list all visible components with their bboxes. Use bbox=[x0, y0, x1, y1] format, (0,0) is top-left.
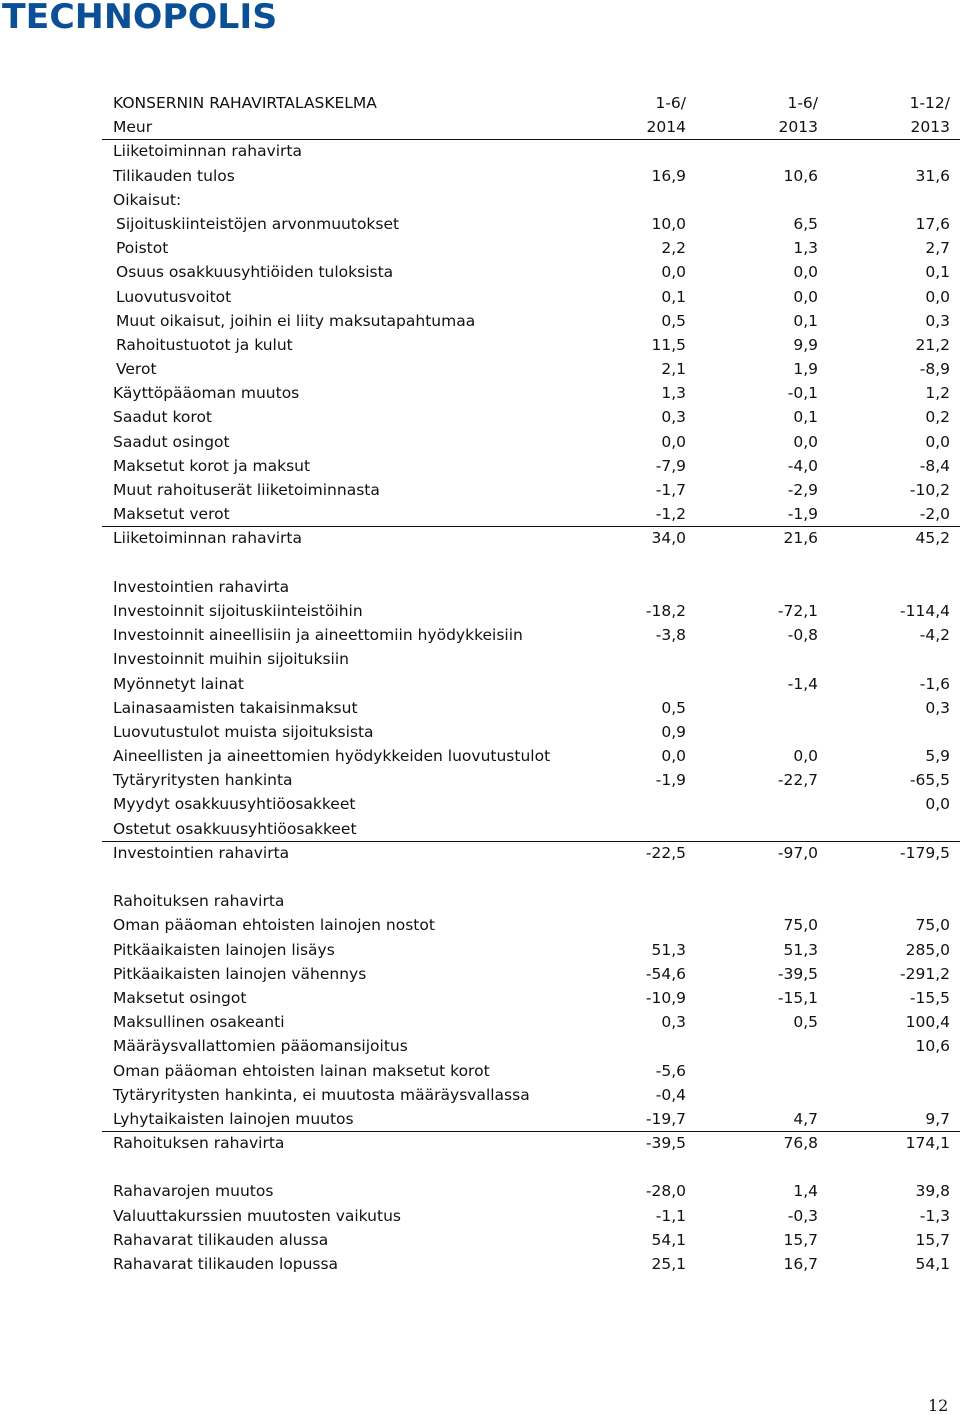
row-value: 10,0 bbox=[651, 214, 686, 233]
row-value: 51,3 bbox=[783, 940, 818, 959]
row-value: 2,1 bbox=[661, 360, 686, 379]
table-row bbox=[102, 139, 960, 163]
row-value: -1,1 bbox=[655, 1206, 686, 1225]
row-label: Osuus osakkuusyhtiöiden tuloksista bbox=[116, 263, 394, 282]
row-value: -4,0 bbox=[787, 456, 818, 475]
row-label: Investointien rahavirta bbox=[113, 577, 290, 596]
row-value: -291,2 bbox=[900, 964, 950, 983]
row-value: -1,9 bbox=[655, 771, 686, 790]
table-row bbox=[102, 599, 960, 623]
row-label: Poistot bbox=[116, 239, 169, 258]
row-value: -22,7 bbox=[777, 771, 818, 790]
column-header-year: 2014 bbox=[646, 118, 686, 137]
spacer-row bbox=[102, 1155, 960, 1179]
table-row bbox=[102, 792, 960, 816]
row-value: 0,1 bbox=[793, 408, 818, 427]
row-value: 0,0 bbox=[793, 432, 818, 451]
column-header-period: 1-6/ bbox=[787, 94, 818, 112]
table-row bbox=[102, 575, 960, 599]
row-value: 1,9 bbox=[793, 360, 818, 379]
row-value: -72,1 bbox=[777, 601, 818, 620]
row-value: -97,0 bbox=[777, 843, 818, 862]
row-label: Myönnetyt lainat bbox=[113, 674, 244, 693]
row-value: 0,1 bbox=[793, 311, 818, 330]
table-row bbox=[102, 1228, 960, 1252]
row-value: 0,0 bbox=[793, 747, 818, 766]
row-value: 76,8 bbox=[783, 1134, 818, 1153]
row-value: -65,5 bbox=[909, 771, 950, 790]
row-label: Tytäryritysten hankinta, ei muutosta määräysvallassa bbox=[113, 1085, 530, 1104]
row-label: Luovutusvoitot bbox=[116, 287, 232, 306]
row-value: -2,0 bbox=[919, 505, 950, 524]
row-value: 0,0 bbox=[661, 747, 686, 766]
row-value: 0,1 bbox=[925, 263, 950, 282]
row-value: -179,5 bbox=[900, 843, 950, 862]
row-label: Investoinnit sijoituskiinteistöihin bbox=[113, 601, 363, 620]
table-row bbox=[102, 333, 960, 357]
row-label: Maksetut korot ja maksut bbox=[113, 456, 311, 475]
table-row bbox=[102, 309, 960, 333]
table-row bbox=[102, 647, 960, 671]
table-row bbox=[102, 1010, 960, 1034]
row-label: Investoinnit aineellisiin ja aineettomiin hyödykkeisiin bbox=[113, 626, 523, 645]
row-value: -114,4 bbox=[900, 601, 950, 620]
row-value: 11,5 bbox=[651, 335, 686, 354]
row-value: -4,2 bbox=[919, 626, 950, 645]
row-value: 54,1 bbox=[915, 1255, 950, 1273]
row-label: Sijoituskiinteistöjen arvonmuutokset bbox=[116, 214, 400, 233]
table-row bbox=[102, 889, 960, 913]
table-row bbox=[102, 1083, 960, 1107]
row-label: Saadut osingot bbox=[113, 432, 230, 451]
table-row bbox=[102, 768, 960, 792]
row-value: 9,7 bbox=[925, 1109, 950, 1128]
row-label: Muut rahoituserät liiketoiminnasta bbox=[113, 481, 380, 499]
table-row bbox=[102, 260, 960, 284]
row-value: -1,7 bbox=[655, 481, 686, 499]
row-label: Muut oikaisut, joihin ei liity maksutapahtumaa bbox=[116, 311, 476, 330]
row-label: Oman pääoman ehtoisten lainojen nostot bbox=[113, 916, 435, 935]
row-value: 10,6 bbox=[915, 1037, 950, 1056]
column-header-year: 2013 bbox=[910, 118, 950, 137]
row-value: 45,2 bbox=[915, 529, 950, 548]
row-value: 0,3 bbox=[661, 1013, 686, 1032]
row-value: 1,3 bbox=[793, 239, 818, 258]
row-value: -39,5 bbox=[645, 1134, 686, 1153]
table-row bbox=[102, 1034, 960, 1058]
row-value: 17,6 bbox=[915, 214, 950, 233]
statement-rows bbox=[102, 139, 960, 1276]
row-value: -0,8 bbox=[787, 626, 818, 645]
row-label: Rahavarojen muutos bbox=[113, 1182, 274, 1201]
table-row bbox=[102, 696, 960, 720]
row-label: Pitkäaikaisten lainojen lisäys bbox=[113, 940, 335, 959]
row-label: Lyhytaikaisten lainojen muutos bbox=[113, 1109, 354, 1128]
table-row bbox=[102, 1131, 960, 1155]
unit-label: Meur bbox=[113, 118, 153, 137]
row-label: Valuuttakurssien muutosten vaikutus bbox=[113, 1206, 401, 1225]
row-label: Rahoituksen rahavirta bbox=[113, 892, 285, 911]
table-row bbox=[102, 236, 960, 260]
column-header-year: 2013 bbox=[778, 118, 818, 137]
spacer-row bbox=[102, 865, 960, 889]
table-row bbox=[102, 381, 960, 405]
row-value: -15,5 bbox=[909, 988, 950, 1007]
row-label: Rahoituksen rahavirta bbox=[113, 1134, 285, 1153]
row-label: Ostetut osakkuusyhtiöosakkeet bbox=[113, 819, 357, 838]
row-value: 16,7 bbox=[783, 1255, 818, 1273]
row-label: Oikaisut: bbox=[113, 190, 182, 209]
table-row bbox=[102, 720, 960, 744]
row-value: 75,0 bbox=[783, 916, 818, 935]
row-value: -1,4 bbox=[787, 674, 818, 693]
row-value: 25,1 bbox=[651, 1255, 686, 1273]
row-value: 2,2 bbox=[661, 239, 686, 258]
row-value: -0,3 bbox=[787, 1206, 818, 1225]
table-row bbox=[102, 454, 960, 478]
row-value: 4,7 bbox=[793, 1109, 818, 1128]
table-row bbox=[102, 164, 960, 188]
row-value: 10,6 bbox=[783, 166, 818, 185]
row-label: Rahoitustuotot ja kulut bbox=[116, 335, 293, 354]
row-value: 285,0 bbox=[905, 940, 950, 959]
row-label: Määräysvallattomien pääomansijoitus bbox=[113, 1037, 408, 1056]
row-value: 6,5 bbox=[793, 214, 818, 233]
row-value: -5,6 bbox=[655, 1061, 686, 1080]
row-label: Tytäryritysten hankinta bbox=[113, 771, 293, 790]
row-label: Maksullinen osakeanti bbox=[113, 1013, 285, 1032]
row-value: 2,7 bbox=[925, 239, 950, 258]
table-row bbox=[102, 938, 960, 962]
row-value: 174,1 bbox=[905, 1134, 950, 1153]
column-header-period: 1-12/ bbox=[909, 94, 950, 112]
row-value: 1,3 bbox=[661, 384, 686, 403]
table-row bbox=[102, 744, 960, 768]
row-value: -19,7 bbox=[645, 1109, 686, 1128]
row-value: 0,0 bbox=[925, 795, 950, 814]
row-value: -7,9 bbox=[655, 456, 686, 475]
row-value: 100,4 bbox=[905, 1013, 950, 1032]
row-value: 0,0 bbox=[661, 263, 686, 282]
row-label: Tilikauden tulos bbox=[113, 166, 235, 185]
table-row bbox=[102, 962, 960, 986]
table-row bbox=[102, 430, 960, 454]
row-label: Investointien rahavirta bbox=[113, 843, 290, 862]
row-label: Aineellisten ja aineettomien hyödykkeiden luovutustulot bbox=[113, 747, 551, 766]
row-label: Investoinnit muihin sijoituksiin bbox=[113, 650, 349, 669]
row-value: 0,0 bbox=[925, 432, 950, 451]
table-row bbox=[102, 1252, 960, 1276]
row-label: Pitkäaikaisten lainojen vähennys bbox=[113, 964, 367, 983]
row-value: 0,3 bbox=[925, 698, 950, 717]
row-label: Saadut korot bbox=[113, 408, 213, 427]
row-value: 34,0 bbox=[651, 529, 686, 548]
row-value: 15,7 bbox=[915, 1230, 950, 1249]
table-row bbox=[102, 526, 960, 550]
row-label: Liiketoiminnan rahavirta bbox=[113, 529, 302, 548]
row-value: -22,5 bbox=[645, 843, 686, 862]
row-value: -0,1 bbox=[787, 384, 818, 403]
row-value: 1,4 bbox=[793, 1182, 818, 1201]
table-row bbox=[102, 1107, 960, 1131]
row-value: 21,6 bbox=[783, 529, 818, 548]
row-value: -1,3 bbox=[919, 1206, 950, 1225]
row-label: Maksetut osingot bbox=[113, 988, 247, 1007]
row-value: -39,5 bbox=[777, 964, 818, 983]
row-value: 1,2 bbox=[925, 384, 950, 403]
table-row bbox=[102, 285, 960, 309]
row-value: -1,9 bbox=[787, 505, 818, 524]
row-label: Rahavarat tilikauden alussa bbox=[113, 1230, 329, 1249]
row-value: 0,0 bbox=[793, 263, 818, 282]
row-value: 54,1 bbox=[651, 1230, 686, 1249]
row-value: 0,3 bbox=[661, 408, 686, 427]
table-row bbox=[102, 672, 960, 696]
row-value: 16,9 bbox=[651, 166, 686, 185]
row-value: 0,1 bbox=[661, 287, 686, 306]
table-row bbox=[102, 623, 960, 647]
row-value: 39,8 bbox=[915, 1182, 950, 1201]
unit-row bbox=[102, 115, 960, 139]
table-row bbox=[102, 188, 960, 212]
title-row bbox=[102, 91, 960, 115]
row-value: -15,1 bbox=[777, 988, 818, 1007]
statement-title: KONSERNIN RAHAVIRTALASKELMA bbox=[113, 94, 377, 112]
row-value: 0,9 bbox=[661, 722, 686, 741]
row-value: 0,0 bbox=[661, 432, 686, 451]
row-value: 0,5 bbox=[661, 698, 686, 717]
table-row bbox=[102, 986, 960, 1010]
cash-flow-statement-table bbox=[102, 91, 960, 1276]
row-value: 31,6 bbox=[915, 166, 950, 185]
spacer-row bbox=[102, 551, 960, 575]
page-number: 12 bbox=[928, 1396, 949, 1415]
row-value: -3,8 bbox=[655, 626, 686, 645]
row-label: Lainasaamisten takaisinmaksut bbox=[113, 698, 358, 717]
row-value: -1,2 bbox=[655, 505, 686, 524]
row-value: -54,6 bbox=[645, 964, 686, 983]
row-label: Rahavarat tilikauden lopussa bbox=[113, 1255, 339, 1273]
row-value: 0,5 bbox=[793, 1013, 818, 1032]
row-value: 21,2 bbox=[915, 335, 950, 354]
row-label: Luovutustulot muista sijoituksista bbox=[113, 722, 374, 741]
row-value: 51,3 bbox=[651, 940, 686, 959]
table-row bbox=[102, 357, 960, 381]
table-row bbox=[102, 1204, 960, 1228]
table-row bbox=[102, 1179, 960, 1203]
table-row bbox=[102, 913, 960, 937]
row-value: -18,2 bbox=[645, 601, 686, 620]
table-row bbox=[102, 1059, 960, 1083]
table-row bbox=[102, 478, 960, 502]
row-value: -10,9 bbox=[645, 988, 686, 1007]
row-value: 0,0 bbox=[925, 287, 950, 306]
table-row bbox=[102, 405, 960, 429]
row-value: 0,5 bbox=[661, 311, 686, 330]
row-value: -8,9 bbox=[919, 360, 950, 379]
company-logo: TECHNOPOLIS bbox=[2, 0, 278, 37]
table-row bbox=[102, 817, 960, 841]
row-value: 0,2 bbox=[925, 408, 950, 427]
row-value: -0,4 bbox=[655, 1085, 686, 1104]
row-label: Oman pääoman ehtoisten lainan maksetut korot bbox=[113, 1061, 490, 1080]
row-label: Maksetut verot bbox=[113, 505, 230, 524]
column-header-period: 1-6/ bbox=[655, 94, 686, 112]
row-value: 75,0 bbox=[915, 916, 950, 935]
table-row bbox=[102, 212, 960, 236]
row-value: 0,0 bbox=[793, 287, 818, 306]
row-value: 5,9 bbox=[925, 747, 950, 766]
row-label: Verot bbox=[116, 360, 157, 379]
row-value: 15,7 bbox=[783, 1230, 818, 1249]
row-value: 0,3 bbox=[925, 311, 950, 330]
row-label: Liiketoiminnan rahavirta bbox=[113, 142, 302, 161]
row-label: Käyttöpääoman muutos bbox=[113, 384, 300, 403]
row-value: -2,9 bbox=[787, 481, 818, 499]
row-value: -28,0 bbox=[645, 1182, 686, 1201]
row-value: -1,6 bbox=[919, 674, 950, 693]
table-row bbox=[102, 841, 960, 865]
row-label: Myydyt osakkuusyhtiöosakkeet bbox=[113, 795, 356, 814]
row-value: 9,9 bbox=[793, 335, 818, 354]
table-row bbox=[102, 502, 960, 526]
row-value: -8,4 bbox=[919, 456, 950, 475]
row-value: -10,2 bbox=[909, 481, 950, 499]
